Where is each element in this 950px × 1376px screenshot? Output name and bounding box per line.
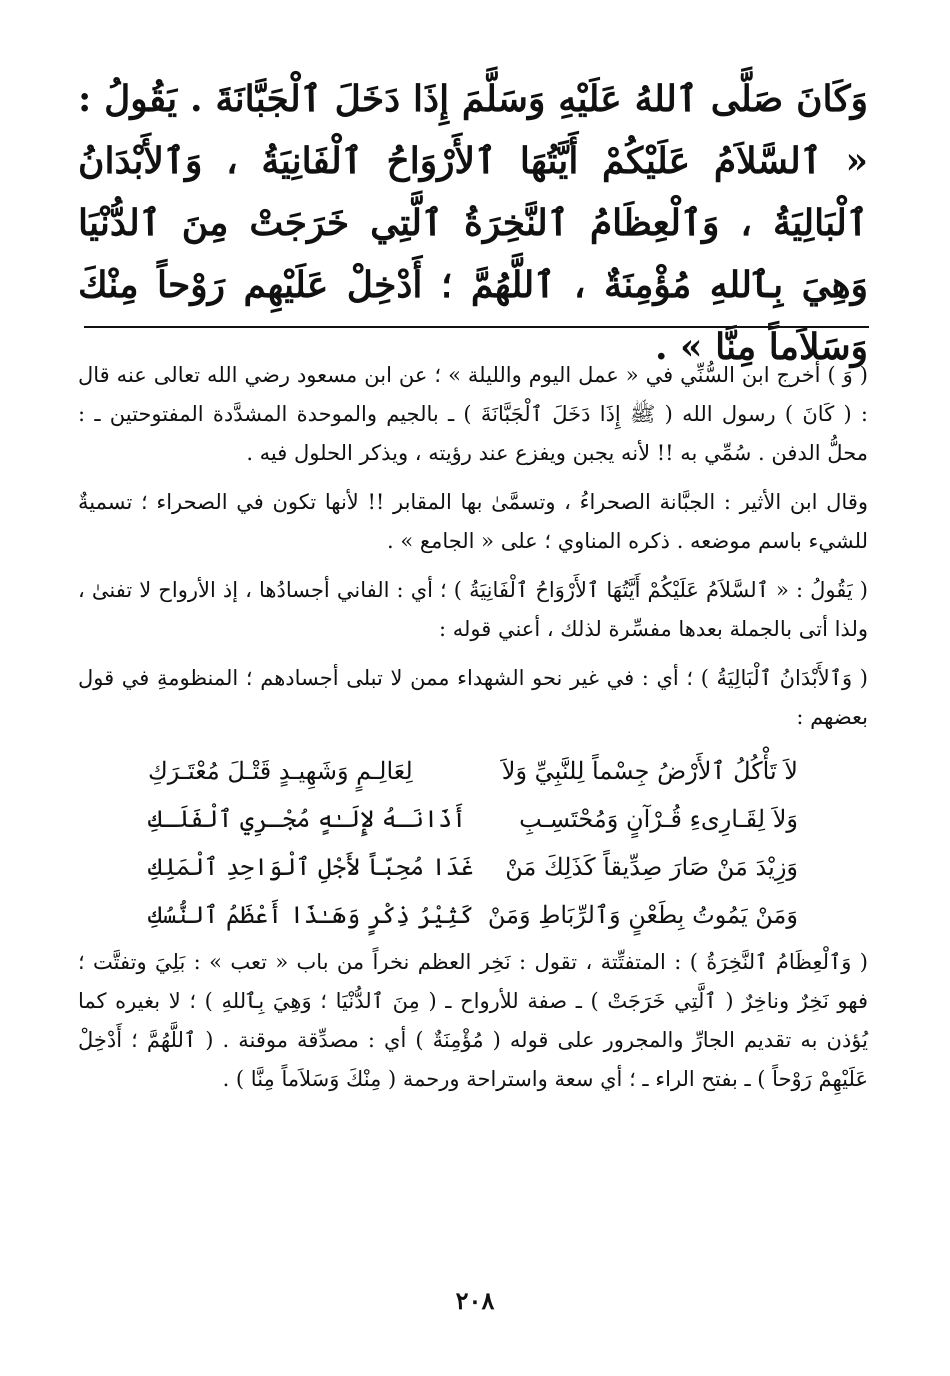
footnote-divider xyxy=(84,326,869,328)
commentary-paragraph: ( وَٱلأَبْدَانُ ٱلْبَالِيَةُ ) ؛ أي : في غير نحو الشهداء ممن لا تبلى أجسادهم ؛ المنظومةِ في قول بعضهم : xyxy=(78,666,868,729)
verse-second-hemistich: غَدَا مُحِبّاً لأَجْلِ ٱلْوَاحِدِ ٱلْمَلِكِ xyxy=(148,853,474,881)
commentary-section xyxy=(78,356,868,1109)
commentary-paragraph: وقال ابن الأثير : الجبَّانة الصحراءُ ، وتسمَّىٰ بها المقابر !! لأنها تكون في الصحراء ؛ تسميةٌ للشيء باسم موضعه . ذكره المناوي ؛ على « الجامع » . xyxy=(78,490,868,553)
page-number: ٢٠٨ xyxy=(455,1286,495,1315)
hadith-text: وَكَانَ صَلَّى ٱللهُ عَلَيْهِ وَسَلَّمَ إِذَا دَخَلَ ٱلْجَبَّانَةَ . يَقُولُ : « ٱلسَّلاَمُ عَلَيْكُمْ أَيَّتُهَا ٱلأَرْوَاحُ ٱلْفَانِيَةُ ، وَٱلأَبْدَانُ ٱلْبَالِيَةُ ، وَٱلْعِظَامُ ٱلنَّخِرَةُ ٱلَّتِي خَرَجَتْ مِنَ ٱلدُّنْيَا وَهِيَ بِٱللهِ مُؤْمِنَةٌ ، ٱللَّهُمَّ ؛ أَدْخِلْ عَلَيْهِم رَوْحاً مِنْكَ وَسَلاَماً مِنَّا » . xyxy=(78,78,868,368)
verse-first-hemistich: لاَ تَأْكُلُ ٱلأَرْضُ جِسْماً لِلنَّبِيِّ وَلاَ xyxy=(501,757,798,785)
verse-second-hemistich: أَذَانَـهُ لإِلَـٰهٍ مُجْـرِي ٱلْفَلَـكِ xyxy=(148,805,467,833)
verse-first-hemistich: وَزِيْدَ مَنْ صَارَ صِدِّيقاً كَذَلِكَ مَنْ xyxy=(505,853,798,881)
poem-verse xyxy=(148,843,798,891)
verse-first-hemistich: وَمَنْ يَمُوتُ بِطَعْنٍ وَٱلرِّبَاطِ وَمَنْ xyxy=(487,901,798,929)
verse-second-hemistich: لِعَالِـمٍ وَشَهِيـدٍ قَتْـلَ مُعْتَـرَكِ xyxy=(148,757,413,785)
verse-second-hemistich: كَثِيْرُ ذِكْرٍ وَهَـٰذَا أَعْظَمُ ٱلنُّسُكِ xyxy=(148,901,474,929)
commentary-paragraph: ( وَٱلْعِظَامُ ٱلنَّخِرَةُ ) : المتفتِّتة ، تقول : نَخِر العظم نخراً من باب « تعب » : بَلِيَ وتفتَّت ؛ فهو نَخِرٌ وناخِرٌ ( ٱلَّتِي خَرَجَتْ ) ـ صفة للأرواح ـ ( مِنَ ٱلدُّنْيَا ؛ وَهِيَ بِٱللهِ ) ؛ لا بغيره كما يُؤذن به تقديم الجارِّ والمجرور على قوله ( مُؤْمِنَةٌ ) أي : مصدِّقة موقنة . ( ٱللَّهُمَّ ؛ أَدْخِلْ عَلَيْهِمْ رَوْحاً ) ـ بفتح الراء ـ ؛ أي سعة واستراحة ورحمة ( مِنْكَ وَسَلاَماً مِنَّا ) . xyxy=(78,950,868,1091)
commentary-paragraph: ( وَ ) أخرج ابن السُّنِّي في « عمل اليوم والليلة » ؛ عن ابن مسعود رضي الله تعالى عنه قال : ( كَانَ ) رسول الله ( ﷺ إِذَا دَخَلَ ٱلْجَبَّانَةَ ) ـ بالجيم والموحدة المشدَّدة المفتوحتين ـ : محلُّ الدفن . سُمِّي به !! لأنه يجبن ويفزع عند رؤيته ، ويذكر الحلول فيه . xyxy=(78,363,868,465)
poem-verse xyxy=(148,795,798,843)
poem-verse xyxy=(148,891,798,939)
poem xyxy=(148,747,798,939)
poem-verse xyxy=(148,747,798,795)
commentary-paragraph: ( يَقُولُ : « ٱلسَّلاَمُ عَلَيْكُمْ أَيَّتُهَا ٱلأَرْوَاحُ ٱلْفَانِيَةُ ) ؛ أي : الفاني أجسادُها ، إذ الأرواح لا تفنىٰ ، ولذا أتى بالجملة بعدها مفسِّرة لذلك ، أعني قوله : xyxy=(78,578,868,641)
verse-first-hemistich: وَلاَ لِقَـارِىءِ قُـرْآنٍ وَمُحْتَسِـبِ xyxy=(519,805,798,833)
